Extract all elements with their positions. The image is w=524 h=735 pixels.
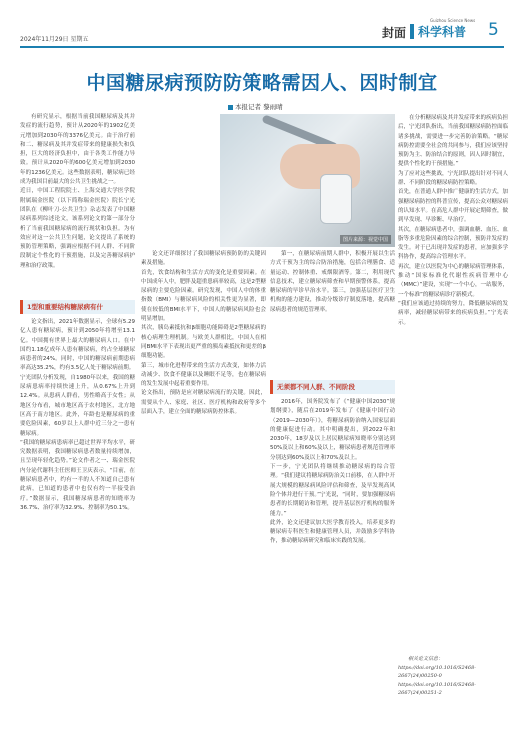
paragraph: 2016年，国务院发布了《“健康中国2030”规划纲要》，随后在2019年发布了《健康中国行动（2019—2030年）》，将糖尿病防治纳入国家层面的健康促进行动。其中明确提出，到2022年和2030年，18岁及以上居民糖尿病知晓率分别达到50%及以上和60%及以上，糖尿病患者规范管理率分别达到60%及以上和70%及以上。 下一步，宁光团队将继续推动糖尿病的综合管理。“我们建议将糖尿病防治关口前移，在人群中开展大规模的糖尿病风险评估和筛查，及早发现高风险个体并进行干预。”宁光说，“同时，要加强糖尿病患者的长期随访和管理，提升基层医疗机构的服务能力。” 此外，论文还建议加大医学教育投入，培养更多的糖尿病专科医生和健康管理人员，并鼓励多学科协作，推动糖尿病研究和临床实践的发展。	[270, 399, 395, 545]
column-2-top-spacer	[141, 114, 216, 244]
column-1-top	[20, 113, 135, 293]
glucose-meter-shape	[320, 174, 352, 224]
reference-link[interactable]: https://doi.org/10.1016/S2468-2667(24)00251-2	[398, 681, 476, 696]
column-3-bottom	[270, 398, 395, 720]
references-label: 相关论文信息：	[408, 656, 444, 662]
paragraph: 在分析糖尿病及其并发症带来的疾病负担后，宁光团队指出，当前我国糖尿病防控面临诸多挑战，需要进一步完善防治策略。“糖尿病防控需要全社会的共同参与，我们应该坚持预防为主、防治结合的原则，因人因时制宜，提供个性化的干预措施。” 为了应对这些挑战，宁光团队提出针对不同人群、不同阶段的糖尿病防控策略。 首先，在普通人群中推广健康的生活方式，加强糖尿病防控的科普宣传，提高公众对糖尿病的认知水平。在高危人群中开展定期筛查，做到早发现、早诊断、早治疗。 其次，在糖尿病患者中，强调血糖、血压、血脂等多重危险因素的综合控制，预防并发症的发生。对于已出现并发症的患者，应加强多学科协作，提高综合管理水平。 再次，建立以医院为中心的糖尿病管理体系，推动“国家标准化代谢性疾病管理中心（MMC）”建设，实现“一个中心，一站服务，一个标准”的糖尿病诊疗新模式。 “我们应该通过持续的努力，降低糖尿病的发病率，减轻糖尿病带来的疾病负担。”宁光表示。	[398, 115, 508, 326]
page-number: 5	[488, 20, 499, 40]
subheading-2: 无须都不同人群、不同阶段	[270, 380, 395, 394]
article-photo	[220, 114, 395, 247]
column-4	[398, 114, 508, 649]
brand-logo: 科学科普	[418, 25, 467, 39]
header-rule	[20, 46, 504, 48]
byline-square-icon	[228, 105, 233, 110]
paragraph: 第一，在糖尿病前期人群中，积极开展以生活方式干预为主的综合防治措施，包括合理膳食、适量运动、控制体重、戒烟限酒等。第二，利用现代信息技术，建立糖尿病筛查和早期预警体系，提高糖尿病的早诊早治水平。第三，加强基层医疗卫生机构的能力建设，推动分级诊疗制度落地，提高糖尿病患者的规范管理率。	[270, 251, 395, 313]
subheading-1: 1型和重要结构糖尿病有什	[20, 300, 135, 314]
reference-link[interactable]: https://doi.org/10.1016/S2468-2667(24)00250-0	[398, 664, 476, 679]
paragraph: 有研究显示，根据当前我国糖尿病及其并发症的流行趋势，预计从2020年的1902亿美元增加到2030年的3376亿美元。由于治疗前和二、糖尿病及其并发症带来的健康损失和负担，巨大的经济负担中，由于各类工作能力导致。预计从2020年的600亿美元增加到2030年的1236亿美元。这些数据表明，糖尿病已经成为我国目前最大的公共卫生挑战之一。 近日，中国工程院院士、上海交通大学医学院附属瑞金医院（以下简称瑞金医院）院长宁光团队在《柳叶刀-公共卫生》杂志发表了中国糖尿病系列综述论文，该系列论文的第一部分分析了当前我国糖尿病的流行现状和负担。为有效应对这一公共卫生问题，论文提出了系统的预防管理策略，强调应根据不同人群、不同阶段制定个性化的干预措施，以及完善糖尿病护理和治疗政策。	[20, 114, 135, 269]
byline-text: 本报记者 黎雨晴	[235, 103, 283, 111]
photo-caption: 图片来源：视觉中国	[340, 235, 391, 244]
page-header	[0, 0, 524, 50]
section-divider	[410, 24, 414, 39]
brand-english: Guizhou Science News	[430, 18, 476, 23]
column-3-top	[270, 250, 395, 375]
paragraph: 论文还详细探讨了我国糖尿病预防防的关键因素及措施。 首先，饮食结构和生活方式的变化是重要因素。在中国成年人中，肥胖及超重患病率较高，这是2型糖尿病的主要危险因素。研究发现，中国人中的体重指数（BMI）与糖尿病风险的相关性更为显著，即使在较低的BMI水平下，中国人的糖尿病风险也会明显增加。 其次，胰岛素抵抗和β细胞功能障碍是2型糖尿病的核心病理生理机制。与欧美人群相比，中国人在相同BMI水平下表现出更严重的胰岛素抵抗和更差的β细胞功能。 第三，城市化进程带来的生活方式改变，如体力活动减少、饮食不健康以及睡眠不足等，也在糖尿病的发生发展中起着重要作用。 论文指出，预防是应对糖尿病流行的关键。因此，需要从个人、家庭、社区、医疗机构和政府等多个层面入手，建立全面的糖尿病防控体系。	[141, 251, 266, 416]
column-1-bottom	[20, 318, 135, 720]
section-label: 封面	[382, 26, 407, 40]
references	[398, 655, 508, 698]
paragraph: 论文指出，2021年数据显示，全球有5.29亿人患有糖尿病，预计到2050年将增至13.1亿。中国拥有世界上最大的糖尿病人口。在中国约1.18亿成年人患有糖尿病，约占全球糖尿病患者的24%。同时，中国的糖尿病前期患病率高达35.2%，约有3.5亿人处于糖尿病前期。 宁光团队分析发现，自1980年以来，我国的糖尿病患病率持续快速上升，从0.67%上升到12.4%。从患病人群看，男性略高于女性；从地区分布看，城市地区高于农村地区，北方地区高于南方地区。此外，年龄也是糖尿病的重要危险因素，60岁以上人群中近三分之一患有糖尿病。 “我国的糖尿病患病率已超过世界平均水平，研究数据表明，我国糖尿病患者数量持续增加，且呈现年轻化趋势。”论文作者之一、瑞金医院内分泌代谢科主任医师王卫庆表示，“目前，在糖尿病患者中，约有一半的人不知道自己患有此病，已知道的患者中也仅有约一半接受治疗。”数据显示，我国糖尿病患者的知晓率为36.7%、治疗率为32.9%、控制率为50.1%。	[20, 319, 135, 511]
article-title: 中国糖尿病预防防策略需因人、因时制宜	[86, 72, 438, 94]
byline	[228, 102, 283, 111]
issue-date: 2024年11月29日 星期五	[20, 36, 89, 43]
column-2	[141, 250, 266, 720]
